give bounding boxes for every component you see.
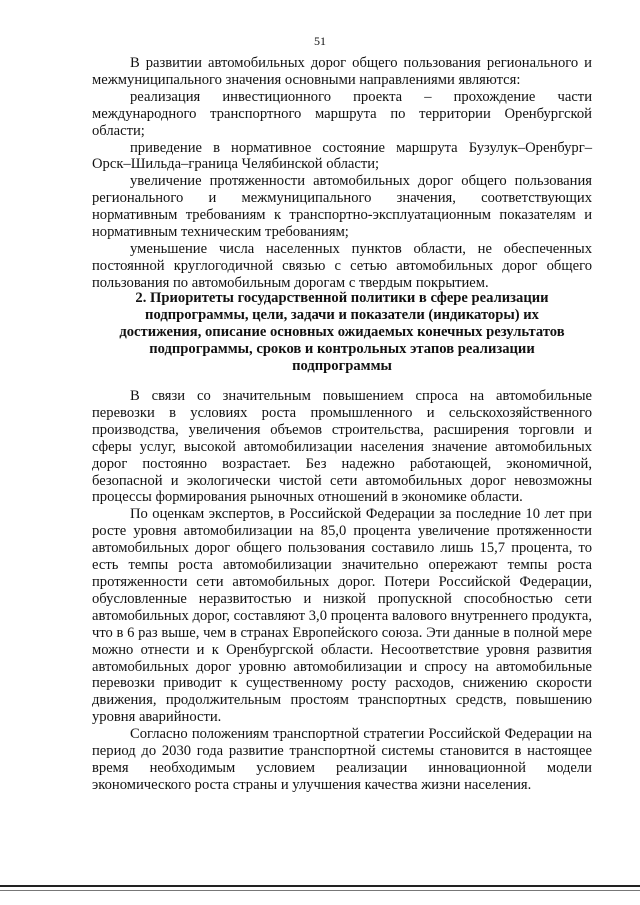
section-heading-line: подпрограммы	[292, 358, 392, 374]
intro-paragraph-5: уменьшение числа населенных пунктов области, не обеспеченных постоянной круглогодичной связью с сетью автомобильных дорог общего пользования по автомобильным дорогам с твердым покрытием.	[92, 240, 592, 291]
section-heading-line: достижения, описание основных ожидаемых конечных результатов	[119, 324, 565, 340]
section-heading-line: подпрограммы, цели, задачи и показатели (индикаторы) их	[145, 307, 539, 323]
body-text	[92, 388, 592, 794]
body-paragraph-2: По оценкам экспертов, в Российской Федерации за последние 10 лет при росте уровня автомобилизации на 85,0 процента увеличение протяженности автомобильных дорог общего пользования составило лишь 15,7 процента, то есть темпы роста автомобилизации значительно опережают темпы роста протяженности сети автомобильных дорог. Потери Российской Федерации, обусловленные неразвитостью и низкой пропускной способностью сети автомобильных дорог, составляют 3,0 процента валового внутреннего продукта, что в 6 раз выше, чем в странах Европейского союза. Эти данные в полной мере можно отнести и к Оренбургской области. Несоответствие уровня развития автомобильных дорог уровню автомобилизации и спросу на автомобильные перевозки приводит к существенному росту расходов, снижению скорости движения, продолжительным простоям транспортных средств, повышению уровня аварийности.	[92, 506, 592, 726]
section-heading-line: 2. Приоритеты государственной политики в сфере реализации	[135, 290, 549, 306]
intro-paragraph-4: увеличение протяженности автомобильных дорог общего пользования регионального и межмуниципального значения, соответствующих нормативным требованиям к транспортно-эксплуатационным показателям и нормативным техническим требованиям;	[92, 173, 592, 241]
section-heading-line: подпрограммы, сроков и контрольных этапов реализации	[149, 341, 535, 357]
page-number: 51	[314, 34, 326, 48]
bottom-rule-thin	[0, 890, 640, 891]
intro-paragraph-3: приведение в нормативное состояние маршрута Бузулук–Оренбург–Орск–Шильда–граница Челябинской области;	[92, 139, 592, 173]
body-paragraph-3: Согласно положениям транспортной стратегии Российской Федерации на период до 2030 года развитие транспортной системы становится в настоящее время необходимым условием реализации инновационной модели экономического роста страны и улучшения качества жизни населения.	[92, 726, 592, 793]
intro-paragraph-1: В развитии автомобильных дорог общего пользования регионального и межмуниципального значения основными направлениями являются:	[92, 55, 592, 88]
bottom-rule	[0, 885, 640, 887]
body-paragraph-1: В связи со значительным повышением спроса на автомобильные перевозки в условиях роста промышленного и сельскохозяйственного производства, увеличения объемов строительства, расширения торговли и сферы услуг, высокой автомобилизации населения значение автомобильных дорог постоянно возрастает. Без надежно работающей, экономичной, безопасной и экологически чистой сети автомобильных дорог невозможны процессы формирования рыночных отношений в экономике области.	[92, 388, 592, 506]
intro-text	[92, 55, 592, 292]
section-heading	[92, 290, 592, 375]
intro-paragraph-2: реализация инвестиционного проекта – прохождение части международного транспортного маршрута по территории Оренбургской области;	[92, 88, 592, 139]
